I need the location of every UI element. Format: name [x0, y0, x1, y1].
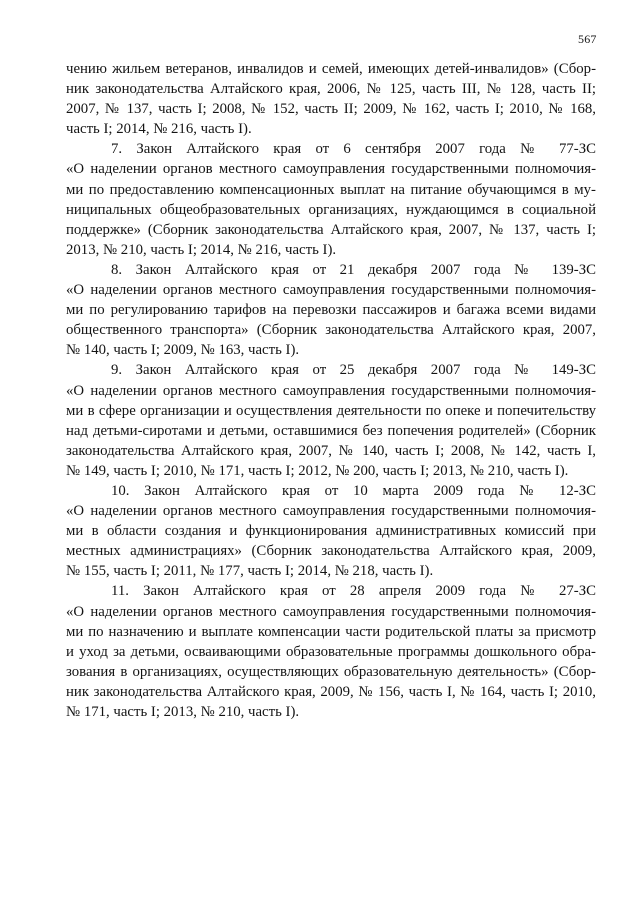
text-line: законодательства Алтайского края, 2007, № 140, часть I; 2008, № 142, часть I,	[66, 442, 596, 459]
text-line: общественного транспорта» (Сборник законодательства Алтайского края, 2007,	[66, 322, 596, 339]
text-line: № 155, часть I; 2011, № 177, часть I; 2014, № 218, часть I).	[66, 563, 434, 580]
text-line: ми по назначению и выплате компенсации части родительской платы за присмотр	[66, 623, 596, 640]
text-line: поддержке» (Сборник законодательства Алтайского края, 2007, № 137, часть I;	[66, 221, 596, 238]
text-line: зования в организациях, осуществляющих образовательную деятельность» (Сбор-	[66, 663, 596, 680]
text-line: местных администрациях» (Сборник законодательства Алтайского края, 2009,	[66, 543, 596, 560]
text-line: 11. Закон Алтайского края от 28 апреля 2009 года № 27-ЗС	[111, 583, 596, 600]
page-number: 567	[578, 32, 597, 46]
text-line: 10. Закон Алтайского края от 10 марта 2009 года № 12-ЗС	[111, 482, 596, 499]
text-line: ник законодательства Алтайского края, 2009, № 156, часть I, № 164, часть I; 2010,	[66, 683, 596, 700]
text-line: ниципальных общеобразовательных организациях, нуждающимся в социальной	[66, 201, 596, 218]
text-line: ми в области создания и функционирования административных комиссий при	[66, 523, 596, 540]
body-text	[66, 59, 596, 722]
text-line: и уход за детьми, осваивающими образовательные программы дошкольного обра-	[66, 643, 596, 660]
text-line: ми в сфере организации и осуществления деятельности по опеке и попечительству	[66, 402, 596, 419]
text-line: 7. Закон Алтайского края от 6 сентября 2007 года № 77-ЗС	[111, 141, 596, 158]
text-line: чению жильем ветеранов, инвалидов и семей, имеющих детей-инвалидов» (Сбор-	[66, 61, 596, 77]
text-line: ми по регулированию тарифов на перевозки пассажиров и багажа всеми видами	[66, 302, 596, 319]
text-line: № 140, часть I; 2009, № 163, часть I).	[66, 342, 300, 359]
text-line: ми по предоставлению компенсационных выплат на питание обучающимся в му-	[66, 181, 596, 198]
text-line: 8. Закон Алтайского края от 21 декабря 2007 года № 139-ЗС	[111, 261, 596, 278]
text-line: 2013, № 210, часть I; 2014, № 216, часть I).	[66, 241, 337, 258]
text-line: «О наделении органов местного самоуправления государственными полномочия-	[66, 503, 596, 520]
text-line: часть I; 2014, № 216, часть I).	[66, 121, 252, 138]
text-line: «О наделении органов местного самоуправления государственными полномочия-	[66, 282, 596, 299]
text-line: «О наделении органов местного самоуправления государственными полномочия-	[66, 382, 596, 399]
text-line: ник законодательства Алтайского края, 2006, № 125, часть III, № 128, часть II;	[66, 81, 596, 98]
text-line: «О наделении органов местного самоуправления государственными полномочия-	[66, 161, 596, 178]
text-line: над детьми-сиротами и детьми, оставшимися без попечения родителей» (Сборник	[66, 422, 596, 439]
text-line: 9. Закон Алтайского края от 25 декабря 2007 года № 149-ЗС	[111, 362, 596, 379]
text-line: 2007, № 137, часть I; 2008, № 152, часть II; 2009, № 162, часть I; 2010, № 168,	[66, 101, 596, 118]
text-line: № 171, часть I; 2013, № 210, часть I).	[66, 704, 300, 720]
text-line: «О наделении органов местного самоуправления государственными полномочия-	[66, 603, 596, 620]
text-line: № 149, часть I; 2010, № 171, часть I; 2012, № 200, часть I; 2013, № 210, часть I).	[66, 462, 569, 479]
